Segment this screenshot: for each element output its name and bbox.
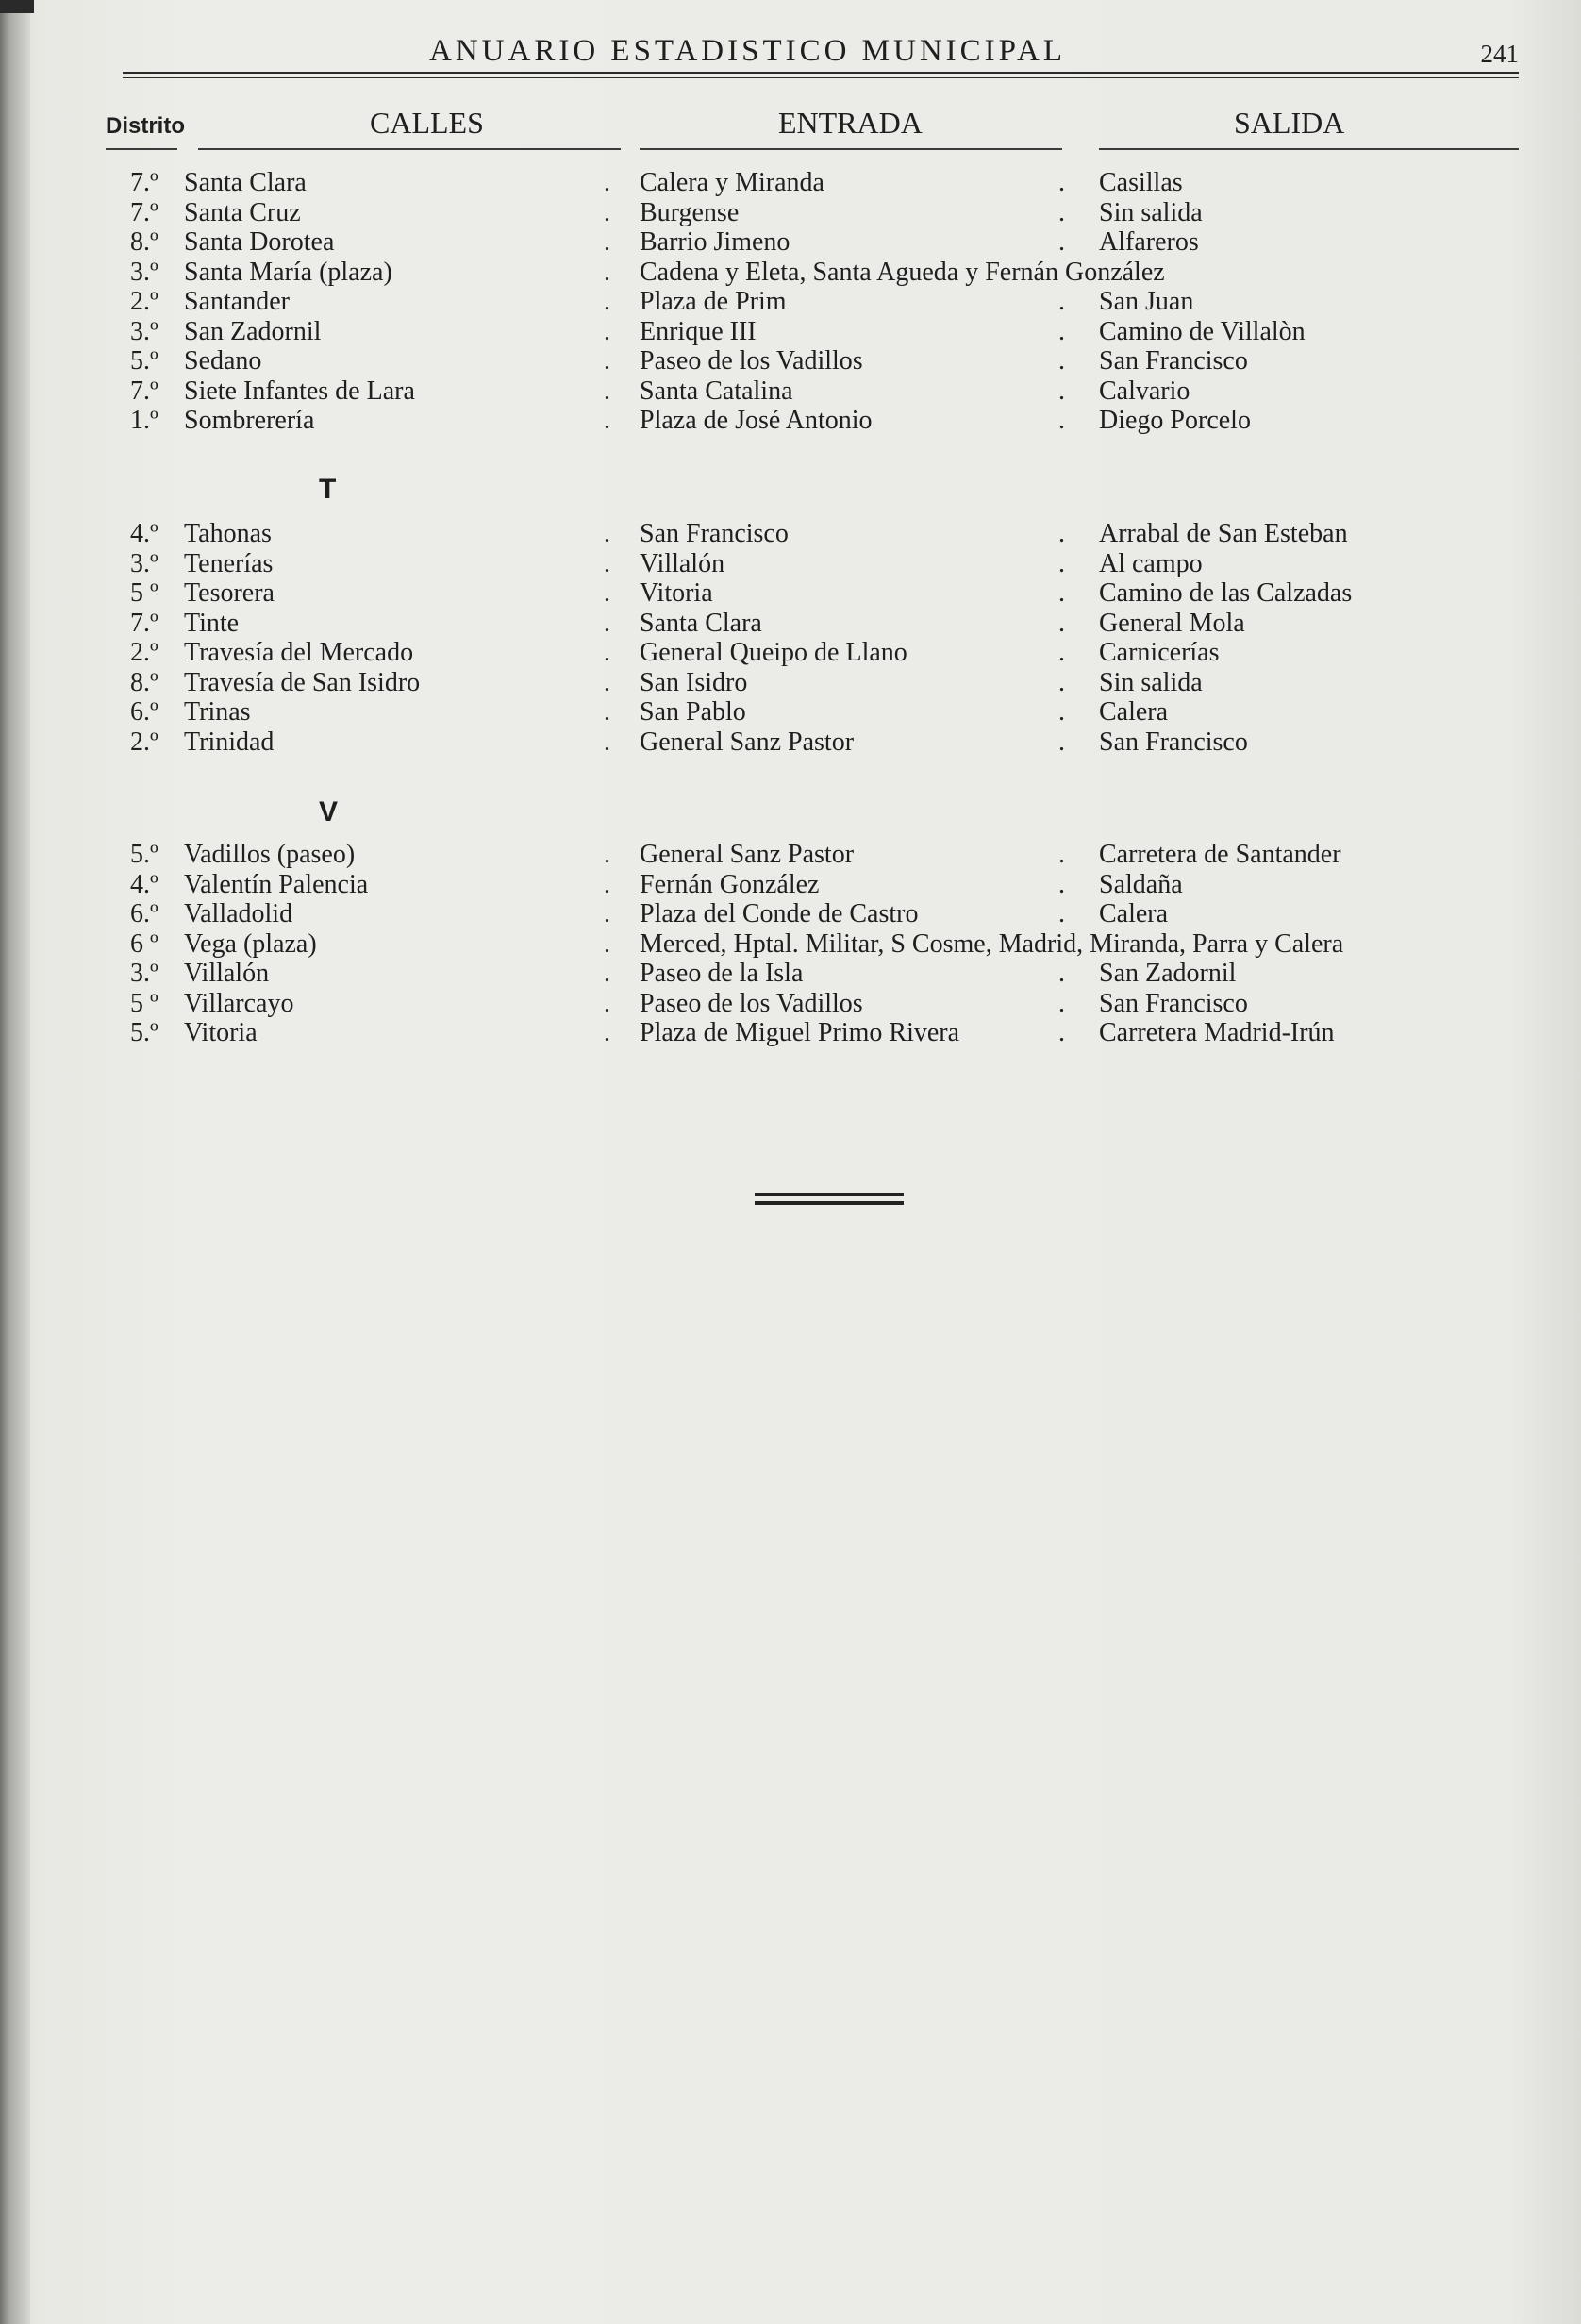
leader-dot: . [1058,406,1065,435]
street-name: Santa María (plaza) [184,257,392,287]
table-row [0,406,1581,436]
table-row [0,989,1581,1019]
salida-value: Sin salida [1099,197,1203,227]
leader-dot: . [1058,638,1065,667]
salida-value: San Francisco [1099,988,1248,1018]
leader-dot: . [1058,316,1065,346]
salida-value: Calera [1099,899,1169,928]
salida-value: Diego Porcelo [1099,406,1251,435]
table-row [0,258,1581,288]
table-row [0,959,1581,989]
leader-dot: . [604,548,610,578]
district-number: 5 º [130,578,158,608]
district-number: 5 º [130,988,158,1018]
leader-dot: . [1058,727,1065,757]
street-name: Tesorera [184,578,275,608]
street-name: Santander [184,287,290,316]
leader-dot: . [604,697,610,727]
corner-mark [0,0,34,13]
street-name: Trinas [184,697,251,727]
table-row [0,1018,1581,1048]
street-name: Valentín Palencia [184,869,369,899]
leader-dot: . [1058,1018,1065,1047]
street-name: Trinidad [184,727,275,757]
district-number: 8.º [130,667,158,697]
entrada-value: General Sanz Pastor [640,840,855,869]
table-row [0,376,1581,407]
table-row [0,287,1581,317]
salida-value: Carnicerías [1099,638,1220,667]
entrada-value: Paseo de los Vadillos [640,988,863,1018]
leader-dot: . [1058,376,1065,406]
street-name: Sedano [184,346,262,376]
leader-dot: . [604,316,610,346]
entrada-value: Burgense [640,197,740,227]
leader-dot: . [1058,519,1065,548]
table-row [0,840,1581,870]
section-letter-t: T [319,474,337,505]
entrada-value: Cadena y Eleta, Santa Agueda y Fernán González [640,257,1165,287]
district-number: 4.º [130,869,158,899]
street-name: Vega (plaza) [184,928,317,959]
table-row [0,198,1581,228]
table-row [0,609,1581,639]
entrada-value: San Pablo [640,697,746,727]
leader-dot: . [604,287,610,316]
district-number: 1.º [130,406,158,435]
underline-salida [1099,148,1519,150]
leader-dot: . [604,727,610,757]
leader-dot: . [604,227,610,257]
salida-value: Carretera de Santander [1099,840,1341,869]
leader-dot: . [1058,840,1065,869]
street-name: Travesía del Mercado [184,638,414,667]
table-row [0,870,1581,900]
underline-entrada [640,148,1062,150]
entrada-value: Barrio Jimeno [640,227,790,257]
street-name: Sombrerería [184,406,315,435]
leader-dot: . [1058,578,1065,608]
salida-value: Calvario [1099,376,1190,406]
leader-dot: . [1058,869,1065,899]
table-row [0,549,1581,579]
leader-dot: . [1058,959,1065,988]
entrada-value: Villalón [640,548,725,578]
district-number: 2.º [130,287,158,316]
district-number: 6 º [130,928,158,959]
salida-value: General Mola [1099,608,1245,638]
table-row [0,697,1581,727]
leader-dot: . [604,257,610,287]
column-header-calles: CALLES [370,106,484,140]
salida-value: Camino de las Calzadas [1099,578,1353,608]
district-number: 3.º [130,316,158,346]
entrada-value: Santa Catalina [640,376,793,406]
table-row [0,578,1581,609]
street-name: Santa Cruz [184,197,301,227]
entrada-value: Plaza de Miguel Primo Rivera [640,1018,960,1047]
salida-value: San Juan [1099,287,1194,316]
salida-value: Saldaña [1099,869,1183,899]
table-row [0,899,1581,929]
column-header-distrito: Distrito [106,113,185,139]
entrada-value: Paseo de los Vadillos [640,346,863,376]
leader-dot: . [604,638,610,667]
entrada-value: San Isidro [640,667,748,697]
district-number: 4.º [130,519,158,548]
leader-dot: . [1058,346,1065,376]
leader-dot: . [604,899,610,928]
end-rule-bottom [755,1201,904,1205]
leader-dot: . [604,988,610,1018]
leader-dot: . [1058,899,1065,928]
underline-distrito [106,148,177,150]
salida-value: San Zadornil [1099,959,1237,988]
table-row [0,668,1581,698]
table-row [0,346,1581,376]
column-header-salida: SALIDA [1234,106,1345,140]
table-row [0,227,1581,258]
entrada-value: Vitoria [640,578,713,608]
page-header [123,34,1519,72]
leader-dot: . [1058,197,1065,227]
street-name: Vitoria [184,1018,258,1047]
salida-value: Casillas [1099,168,1183,197]
district-number: 7.º [130,608,158,638]
salida-value: Al campo [1099,548,1203,578]
salida-value: Alfareros [1099,227,1199,257]
street-name: Tahonas [184,519,272,548]
district-number: 7.º [130,168,158,197]
district-number: 5.º [130,840,158,869]
district-number: 5.º [130,1018,158,1047]
salida-value: Carretera Madrid-Irún [1099,1018,1335,1047]
salida-value: Camino de Villalòn [1099,316,1306,346]
leader-dot: . [604,519,610,548]
leader-dot: . [604,928,610,959]
leader-dot: . [1058,168,1065,197]
entrada-value: Merced, Hptal. Militar, S Cosme, Madrid, Miranda, Parra y Calera [640,928,1344,959]
street-name: Santa Dorotea [184,227,335,257]
street-name: Villalón [184,959,270,988]
leader-dot: . [1058,608,1065,638]
street-name: Santa Clara [184,168,307,197]
street-name: Villarcayo [184,988,294,1018]
leader-dot: . [604,608,610,638]
column-header-entrada: ENTRADA [778,106,923,140]
district-number: 5.º [130,346,158,376]
leader-dot: . [604,1018,610,1047]
table-row [0,638,1581,668]
street-name: Tenerías [184,548,274,578]
underline-calles [198,148,621,150]
district-number: 7.º [130,197,158,227]
leader-dot: . [1058,697,1065,727]
entrada-value: Santa Clara [640,608,762,638]
entrada-value: General Sanz Pastor [640,727,855,757]
leader-dot: . [604,959,610,988]
table-row [0,929,1581,960]
entrada-value: San Francisco [640,519,789,548]
leader-dot: . [604,168,610,197]
salida-value: Arrabal de San Esteban [1099,519,1348,548]
header-rule-bottom [123,77,1519,78]
table-row [0,317,1581,347]
leader-dot: . [604,376,610,406]
street-name: Siete Infantes de Lara [184,376,415,406]
street-name: San Zadornil [184,316,322,346]
table-row [0,519,1581,549]
entrada-value: Paseo de la Isla [640,959,804,988]
district-number: 7.º [130,376,158,406]
district-number: 3.º [130,548,158,578]
salida-value: San Francisco [1099,727,1248,757]
district-number: 2.º [130,727,158,757]
leader-dot: . [1058,227,1065,257]
entrada-value: Calera y Miranda [640,168,824,197]
street-name: Valladolid [184,899,293,928]
entrada-value: Plaza de Prim [640,287,787,316]
end-rule-top [755,1193,904,1196]
district-number: 6.º [130,899,158,928]
running-title: ANUARIO ESTADISTICO MUNICIPAL [429,34,1066,68]
district-number: 8.º [130,227,158,257]
section-letter-v: V [319,796,339,828]
street-name: Vadillos (paseo) [184,840,356,869]
street-name: Tinte [184,608,240,638]
district-number: 3.º [130,959,158,988]
leader-dot: . [604,840,610,869]
leader-dot: . [604,667,610,697]
leader-dot: . [604,406,610,435]
leader-dot: . [1058,988,1065,1018]
leader-dot: . [1058,548,1065,578]
district-number: 6.º [130,697,158,727]
leader-dot: . [604,346,610,376]
leader-dot: . [1058,287,1065,316]
table-row [0,727,1581,758]
entrada-value: General Queipo de Llano [640,638,907,667]
leader-dot: . [604,578,610,608]
entrada-value: Enrique III [640,316,757,346]
entrada-value: Plaza de José Antonio [640,406,873,435]
salida-value: Sin salida [1099,667,1203,697]
leader-dot: . [1058,667,1065,697]
entrada-value: Fernán González [640,869,820,899]
header-rule-top [123,72,1519,74]
page-number: 241 [1480,40,1519,68]
leader-dot: . [604,197,610,227]
street-name: Travesía de San Isidro [184,667,421,697]
district-number: 3.º [130,257,158,287]
entrada-value: Plaza del Conde de Castro [640,899,919,928]
salida-value: Calera [1099,697,1169,727]
table-row [0,168,1581,198]
salida-value: San Francisco [1099,346,1248,376]
leader-dot: . [604,869,610,899]
district-number: 2.º [130,638,158,667]
